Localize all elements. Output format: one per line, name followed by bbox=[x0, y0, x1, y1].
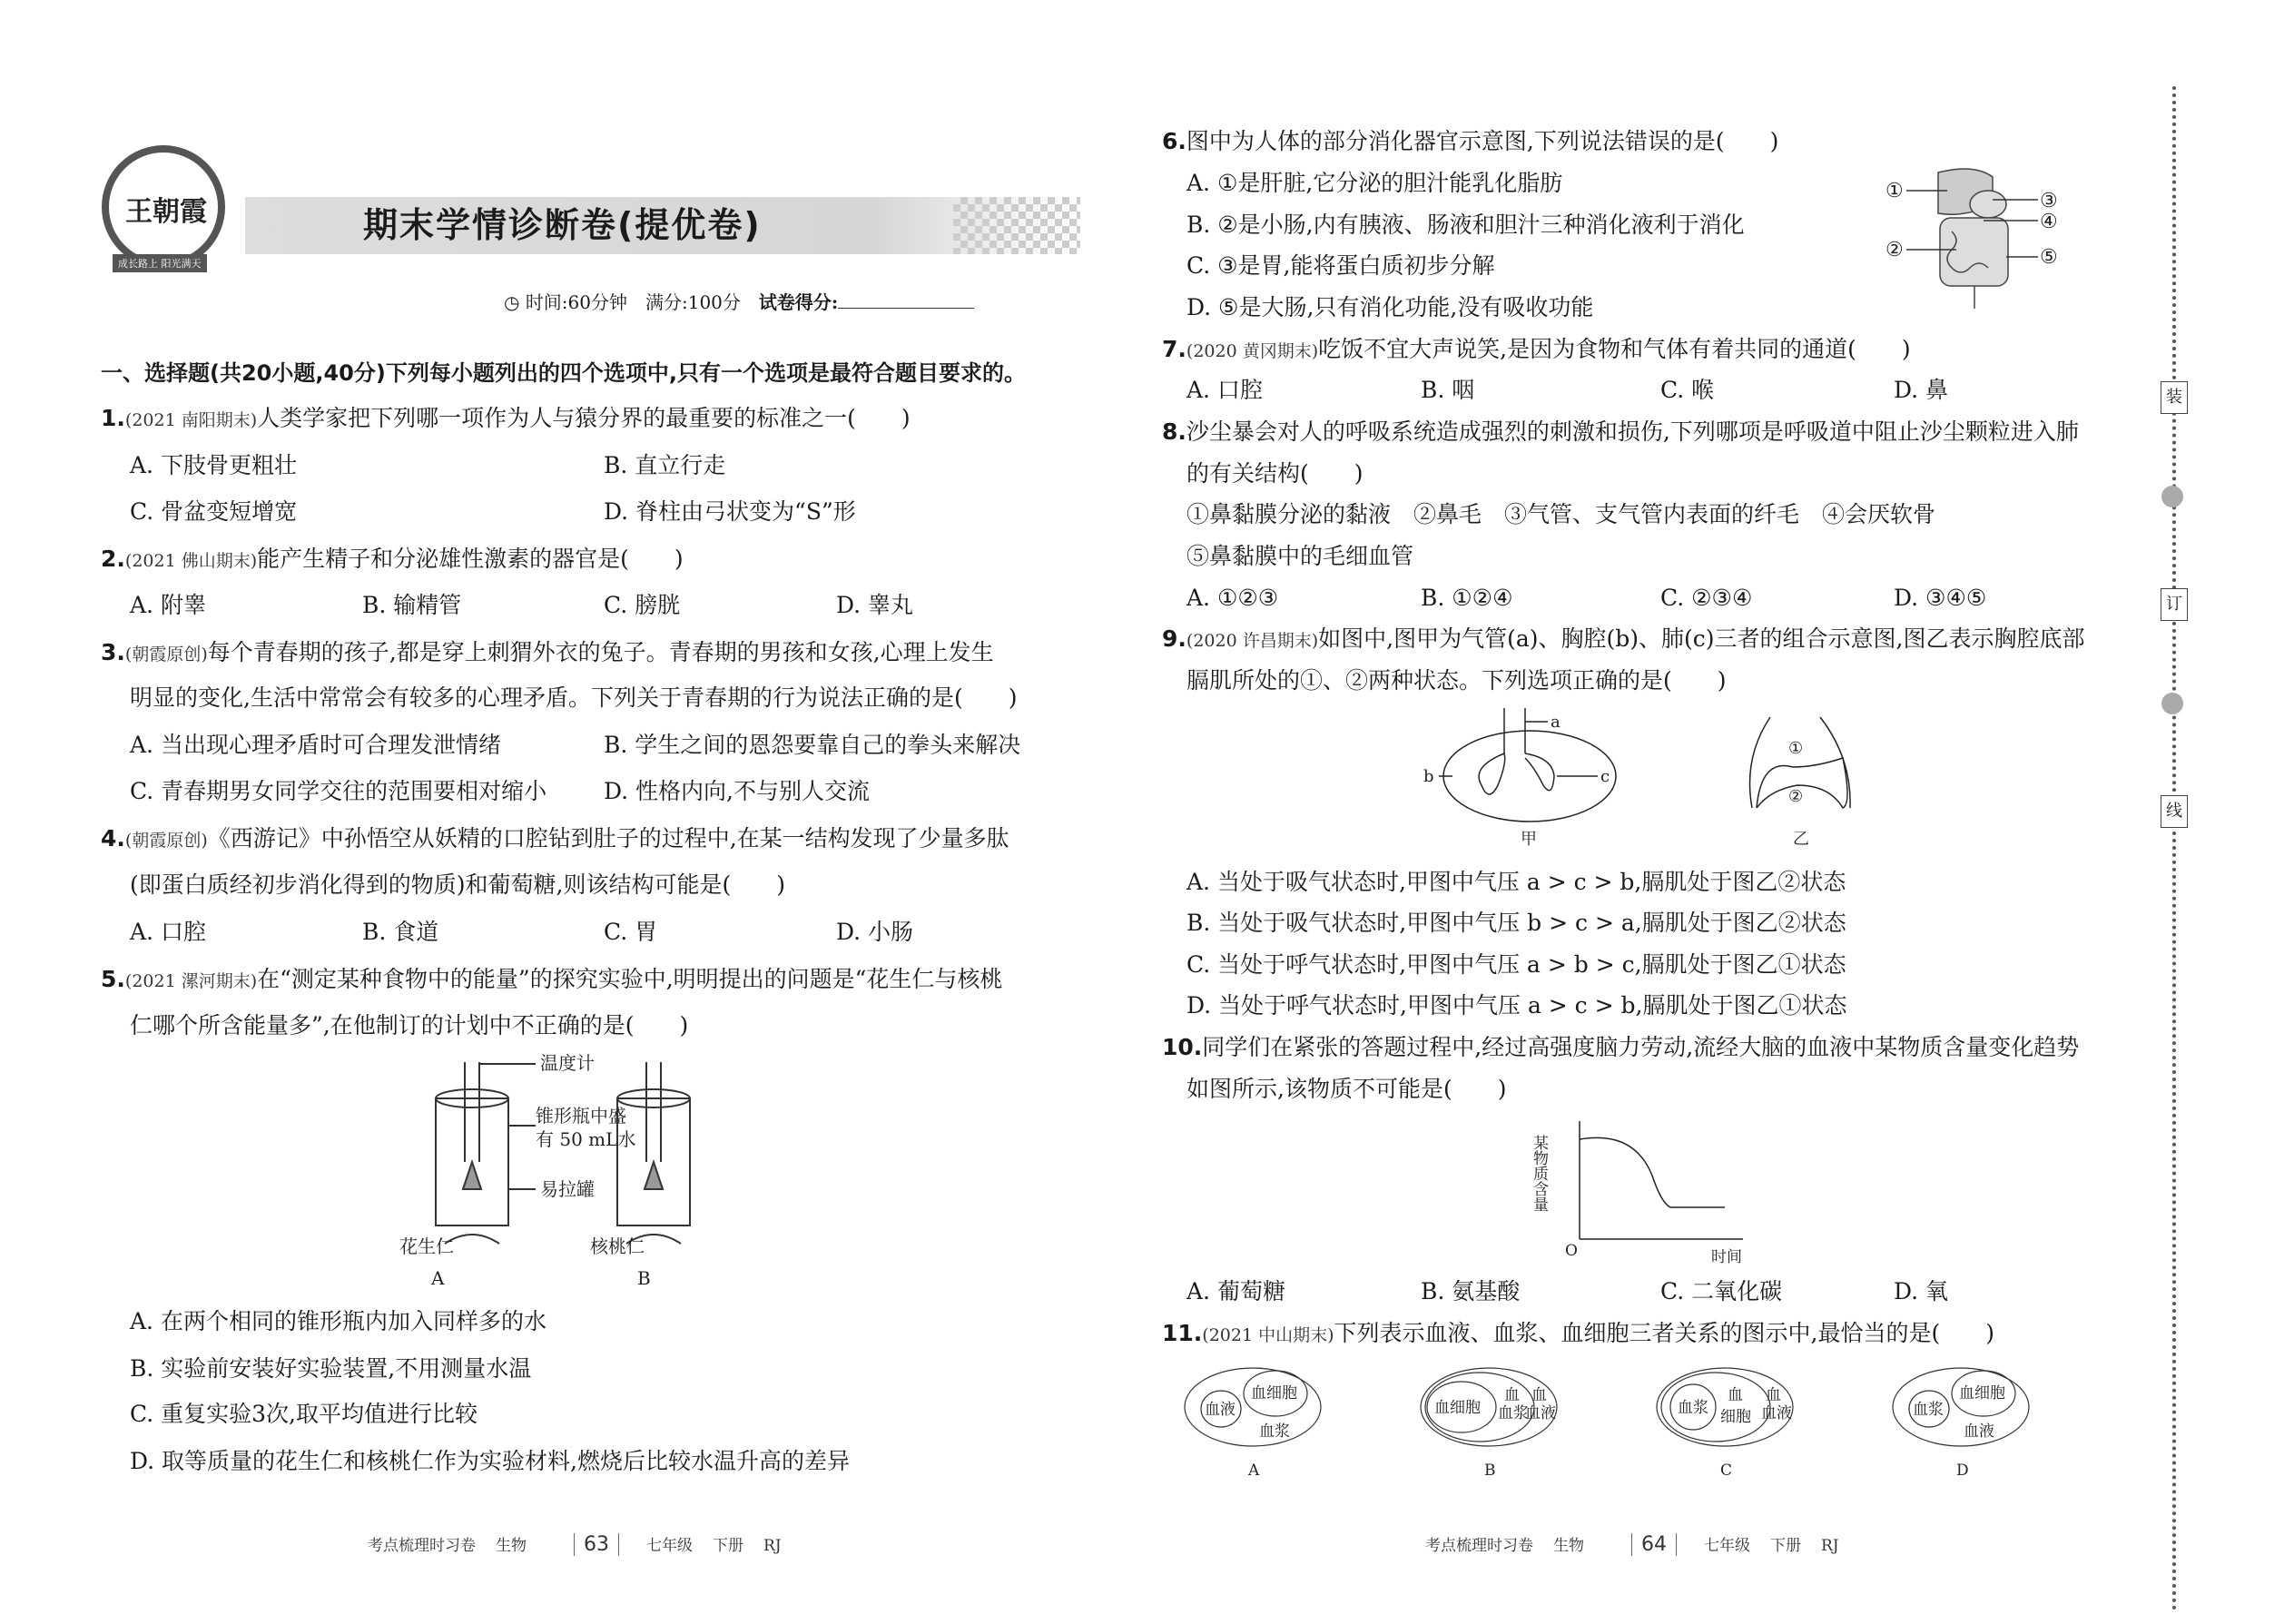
footer-left: 考点梳理时习卷 生物 63 七年级 下册 RJ bbox=[368, 1533, 782, 1556]
option: C. ②③④ bbox=[1660, 585, 1753, 611]
option: B. ②是小肠,内有胰液、肠液和胆汁三种消化液利于消化 bbox=[1186, 212, 1745, 238]
svg-text:温度计: 温度计 bbox=[540, 1052, 595, 1074]
svg-text:血细胞: 血细胞 bbox=[1251, 1384, 1297, 1403]
svg-text:血浆: 血浆 bbox=[1678, 1399, 1708, 1417]
svg-text:血: 血 bbox=[1766, 1386, 1781, 1404]
option: C. 喉 bbox=[1660, 377, 1715, 403]
option: B. 当处于吸气状态时,甲图中气压 b > c > a,膈肌处于图乙②状态 bbox=[1186, 910, 1846, 936]
question-text: (即蛋白质经初步消化得到的物质)和葡萄糖,则该结构可能是( ) bbox=[130, 871, 785, 898]
svg-text:B: B bbox=[637, 1267, 651, 1289]
option: D. 脊柱由弓状变为“S”形 bbox=[604, 498, 856, 525]
option: B. 氨基酸 bbox=[1421, 1278, 1521, 1304]
breathing-figure bbox=[1416, 704, 1870, 853]
svg-text:血液: 血液 bbox=[1761, 1404, 1792, 1422]
option: B. ①②④ bbox=[1421, 585, 1513, 611]
svg-text:血液: 血液 bbox=[1525, 1404, 1556, 1422]
footer-right: 考点梳理时习卷 生物 64 七年级 下册 RJ bbox=[1425, 1533, 1839, 1556]
svg-text:C: C bbox=[1720, 1462, 1733, 1480]
svg-text:b: b bbox=[1423, 767, 1434, 786]
option: A. 下肢骨更粗壮 bbox=[130, 452, 297, 478]
svg-text:有 50 mL水: 有 50 mL水 bbox=[536, 1128, 636, 1150]
question-text: 的有关结构( ) bbox=[1186, 460, 1364, 487]
option: A. 葡萄糖 bbox=[1186, 1278, 1285, 1304]
scissors-decoration-icon bbox=[2161, 486, 2183, 507]
apparatus-a bbox=[436, 1062, 508, 1244]
margin-label-ding: 订 bbox=[2161, 588, 2188, 621]
option: B. 直立行走 bbox=[604, 452, 726, 478]
option: B. 实验前安装好实验装置,不用测量水温 bbox=[130, 1355, 532, 1382]
question-8: 8.沙尘暴会对人的呼吸系统造成强烈的刺激和损伤,下列哪项是呼吸道中阻止沙尘颗粒进入肺 bbox=[1162, 418, 2079, 445]
figure-jia bbox=[1439, 708, 1616, 822]
brand-logo bbox=[102, 145, 225, 269]
svg-text:B: B bbox=[1484, 1462, 1496, 1480]
svg-text:细胞: 细胞 bbox=[1720, 1408, 1751, 1426]
svg-text:血浆: 血浆 bbox=[1913, 1401, 1944, 1419]
svg-text:O: O bbox=[1565, 1242, 1578, 1260]
svg-text:D: D bbox=[1956, 1462, 1969, 1480]
question-10: 10.同学们在紧张的答题过程中,经过高强度脑力劳动,流经大脑的血液中某物质含量变化趋势 bbox=[1162, 1034, 2080, 1060]
svg-text:a: a bbox=[1551, 713, 1561, 732]
question-1: 1.(2021 南阳期末)人类学家把下列哪一项作为人与猿分界的最重要的标准之一( ) bbox=[101, 405, 911, 431]
exam-info: ◷ 时间:60分钟 满分:100分 试卷得分: bbox=[504, 289, 974, 316]
svg-text:血: 血 bbox=[1728, 1386, 1743, 1404]
margin-label-xian: 线 bbox=[2161, 795, 2188, 828]
svg-text:②: ② bbox=[1885, 239, 1904, 261]
blood-relation-figures bbox=[1185, 1362, 2029, 1489]
page-title: 期末学情诊断卷(提优卷) bbox=[363, 205, 762, 245]
option: B. 输精管 bbox=[362, 592, 462, 618]
page-number: 64 bbox=[1631, 1533, 1677, 1556]
option: D. 睾丸 bbox=[836, 592, 914, 618]
svg-text:⑤: ⑤ bbox=[2040, 246, 2058, 269]
checker-decoration bbox=[953, 197, 1080, 254]
svg-text:锥形瓶中盛: 锥形瓶中盛 bbox=[536, 1105, 626, 1127]
substance-trend-graph bbox=[1530, 1112, 1752, 1271]
logo-text: 王朝霞 bbox=[125, 196, 207, 228]
binding-dotted-line bbox=[2172, 86, 2176, 1611]
option: A. ①是肝脏,它分泌的胆汁能乳化脂肪 bbox=[1186, 170, 1563, 196]
option: A. 在两个相同的锥形瓶内加入同样多的水 bbox=[130, 1308, 546, 1334]
option: A. 当出现心理矛盾时可合理发泄情绪 bbox=[130, 732, 501, 758]
logo-slogan: 成长路上 阳光满天 bbox=[113, 254, 207, 272]
score-blank[interactable] bbox=[838, 308, 974, 309]
question-5: 5.(2021 漯河期末)在“测定某种食物中的能量”的探究实验中,明明提出的问题是“花生仁与核桃 bbox=[101, 966, 1003, 992]
food-energy-experiment-figure bbox=[399, 1053, 781, 1294]
question-11: 11.(2021 中山期末)下列表示血液、血浆、血细胞三者关系的图示中,最恰当的是( ) bbox=[1162, 1320, 1994, 1346]
option: B. 学生之间的恩怨要靠自己的拳头来解决 bbox=[604, 732, 1021, 758]
option: D. 小肠 bbox=[836, 919, 914, 945]
option: C. 胃 bbox=[604, 919, 658, 945]
section-heading: 一、选择题(共20小题,40分)下列每小题列出的四个选项中,只有一个选项是最符合题目要求的。 bbox=[101, 360, 1026, 386]
svg-text:血液: 血液 bbox=[1964, 1422, 1994, 1441]
option: A. 口腔 bbox=[1186, 377, 1263, 403]
option: D. 氧 bbox=[1894, 1278, 1949, 1304]
svg-text:A: A bbox=[1248, 1462, 1260, 1480]
svg-text:②: ② bbox=[1788, 787, 1804, 806]
option: C. 骨盆变短增宽 bbox=[130, 498, 298, 525]
option: D. 取等质量的花生仁和核桃仁作为实验材料,燃烧后比较水温升高的差异 bbox=[130, 1448, 850, 1474]
option: A. 当处于吸气状态时,甲图中气压 a > c > b,膈肌处于图乙②状态 bbox=[1186, 869, 1846, 895]
question-items: ①鼻黏膜分泌的黏液 ②鼻毛 ③气管、支气管内表面的纤毛 ④会厌软骨 bbox=[1186, 501, 1936, 527]
option: C. 膀胱 bbox=[604, 592, 681, 618]
digestive-system-figure bbox=[1884, 163, 2074, 309]
option: D. 性格内向,不与别人交流 bbox=[604, 778, 870, 804]
question-text: 如图所示,该物质不可能是( ) bbox=[1186, 1076, 1507, 1102]
clock-icon: ◷ bbox=[504, 291, 526, 313]
option: C. 当处于呼气状态时,甲图中气压 a > b > c,膈肌处于图乙①状态 bbox=[1186, 951, 1846, 978]
option: C. 重复实验3次,取平均值进行比较 bbox=[130, 1401, 478, 1427]
question-text: 明显的变化,生活中常常会有较多的心理矛盾。下列关于青春期的行为说法正确的是( ) bbox=[130, 684, 1018, 711]
svg-text:某物质含量: 某物质含量 bbox=[1530, 1135, 1548, 1212]
option: D. 鼻 bbox=[1894, 377, 1949, 403]
option: A. 口腔 bbox=[130, 919, 206, 945]
question-9: 9.(2020 许昌期末)如图中,图甲为气管(a)、胸腔(b)、肺(c)三者的组合示意图,图乙表示胸腔底部 bbox=[1162, 625, 2085, 652]
question-4: 4.(朝霞原创)《西游记》中孙悟空从妖精的口腔钻到肚子的过程中,在某一结构发现了少量多肽 bbox=[101, 825, 1009, 851]
svg-text:A: A bbox=[431, 1267, 445, 1289]
svg-text:c: c bbox=[1600, 767, 1610, 786]
svg-text:①: ① bbox=[1788, 739, 1804, 758]
option: B. 咽 bbox=[1421, 377, 1475, 403]
svg-text:④: ④ bbox=[2040, 211, 2058, 233]
svg-text:时间: 时间 bbox=[1711, 1248, 1742, 1266]
option: C. ③是胃,能将蛋白质初步分解 bbox=[1186, 252, 1495, 279]
question-items: ⑤鼻黏膜中的毛细血管 bbox=[1186, 543, 1414, 569]
svg-text:血细胞: 血细胞 bbox=[1434, 1399, 1481, 1417]
svg-text:甲: 甲 bbox=[1521, 830, 1537, 849]
margin-label-zhuang: 装 bbox=[2161, 381, 2188, 414]
svg-text:易拉罐: 易拉罐 bbox=[540, 1178, 595, 1200]
svg-text:血浆: 血浆 bbox=[1259, 1422, 1290, 1441]
question-2: 2.(2021 佛山期末)能产生精子和分泌雄性激素的器官是( ) bbox=[101, 546, 684, 572]
option: C. 青春期男女同学交往的范围要相对缩小 bbox=[130, 778, 547, 804]
svg-text:血: 血 bbox=[1504, 1386, 1520, 1404]
svg-text:①: ① bbox=[1885, 180, 1904, 202]
svg-text:血浆: 血浆 bbox=[1498, 1404, 1529, 1422]
question-text: 膈肌所处的①、②两种状态。下列选项正确的是( ) bbox=[1186, 667, 1727, 694]
question-3: 3.(朝霞原创)每个青春期的孩子,都是穿上刺猬外衣的兔子。青春期的男孩和女孩,心理上发生 bbox=[101, 639, 994, 665]
page-number: 63 bbox=[574, 1533, 619, 1556]
svg-text:③: ③ bbox=[2040, 190, 2058, 212]
option: A. 附睾 bbox=[130, 592, 206, 618]
svg-text:血液: 血液 bbox=[1205, 1401, 1236, 1419]
option: D. 当处于呼气状态时,甲图中气压 a > c > b,膈肌处于图乙①状态 bbox=[1186, 992, 1847, 1019]
svg-text:血细胞: 血细胞 bbox=[1959, 1384, 2005, 1403]
option: D. ③④⑤ bbox=[1894, 585, 1987, 611]
svg-text:血: 血 bbox=[1531, 1386, 1547, 1404]
svg-text:核桃仁: 核桃仁 bbox=[590, 1235, 645, 1257]
option: A. ①②③ bbox=[1186, 585, 1279, 611]
question-6: 6.图中为人体的部分消化器官示意图,下列说法错误的是( ) bbox=[1162, 128, 1779, 154]
apparatus-b bbox=[617, 1062, 690, 1244]
option: C. 二氧化碳 bbox=[1660, 1278, 1783, 1304]
svg-text:花生仁: 花生仁 bbox=[399, 1235, 454, 1257]
question-7: 7.(2020 黄冈期末)吃饭不宜大声说笑,是因为食物和气体有着共同的通道( ) bbox=[1162, 336, 1911, 362]
question-text: 仁哪个所含能量多”,在他制订的计划中不正确的是( ) bbox=[130, 1012, 689, 1038]
svg-text:乙: 乙 bbox=[1793, 830, 1809, 849]
option: D. ⑤是大肠,只有消化功能,没有吸收功能 bbox=[1186, 294, 1594, 320]
scissors-decoration-icon bbox=[2161, 693, 2183, 714]
option: B. 食道 bbox=[362, 919, 439, 945]
